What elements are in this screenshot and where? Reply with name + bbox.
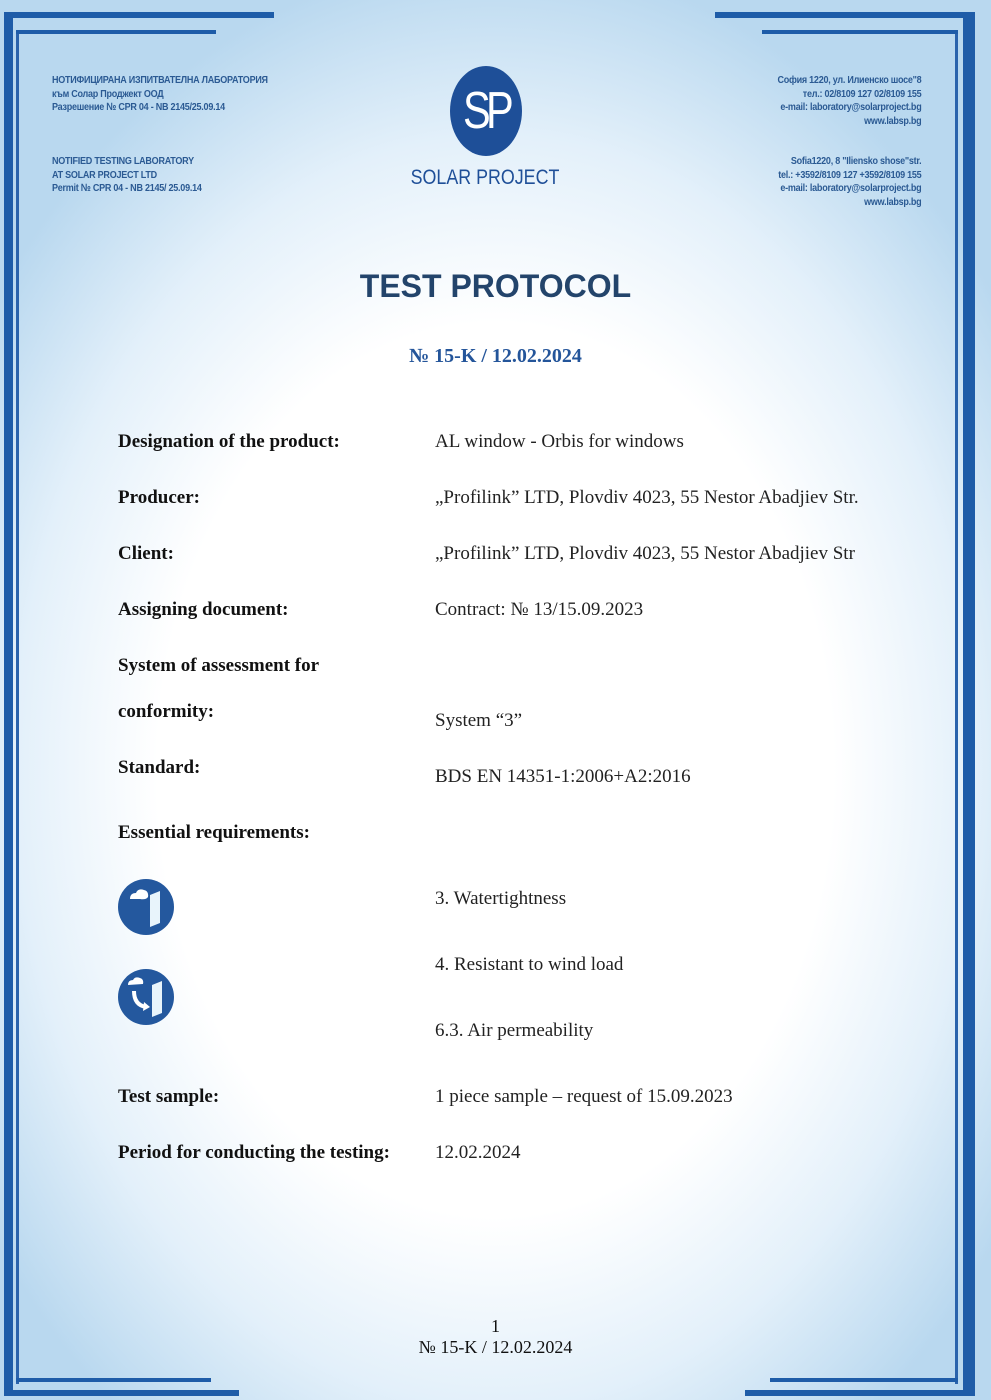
header-line: e-mail: laboratory@solarproject.bg	[779, 182, 921, 194]
header-line: NOTIFIED TESTING LABORATORY	[52, 155, 194, 167]
period-label: Period for conducting the testing:	[118, 1142, 390, 1163]
system-value: System “3”	[435, 710, 523, 731]
protocol-number: № 15-K / 12.02.2024	[409, 345, 582, 367]
border-top-left-inner	[16, 30, 216, 34]
header-line: tel.: +3592/8109 127 +3592/8109 155	[777, 168, 921, 181]
header-line: София 1220, ул. Илиенско шосе"8	[776, 74, 921, 86]
header-right-bg	[777, 74, 921, 128]
border-bottom-right-inner	[770, 1378, 958, 1382]
header-line: www.labsp.bg	[863, 195, 921, 208]
header-left-bg	[52, 74, 268, 115]
system-label: System of assessment for	[118, 655, 320, 676]
document-title: TEST PROTOCOL	[359, 268, 632, 304]
wind-load-icon	[118, 969, 174, 1025]
header-line: AT SOLAR PROJECT LTD	[52, 168, 157, 181]
header-line: към Солар Проджект ООД	[52, 87, 164, 100]
solar-project-logo: SP	[450, 66, 522, 156]
assigning-label: Assigning document:	[118, 599, 289, 620]
standard-value: BDS EN 14351-1:2006+A2:2016	[435, 766, 691, 787]
header-line: НОТИФИЦИРАНА ИЗПИТВАТЕЛНА ЛАБОРАТОРИЯ	[52, 74, 268, 86]
border-top-left	[4, 12, 274, 18]
header-line: e-mail: laboratory@solarproject.bg	[779, 101, 921, 113]
header-line: тел.: 02/8109 127 02/8109 155	[802, 87, 921, 100]
client-label: Client:	[118, 543, 174, 564]
header-line: www.labsp.bg	[863, 114, 921, 127]
system-label-cont: conformity:	[118, 701, 215, 722]
watertightness-icon	[118, 879, 174, 935]
designation-value: AL window - Orbis for windows	[435, 431, 684, 452]
border-top-right-inner	[762, 30, 958, 34]
essential-label: Essential requirements:	[118, 822, 310, 843]
requirement-watertightness: 3. Watertightness	[435, 888, 567, 909]
page-number: 1	[491, 1316, 500, 1336]
footer-protocol-number: № 15-K / 12.02.2024	[418, 1337, 573, 1357]
border-bottom-left	[4, 1390, 239, 1396]
producer-label: Producer:	[118, 487, 200, 508]
test-sample-label: Test sample:	[118, 1086, 220, 1107]
header-left-en	[52, 155, 202, 196]
requirement-wind-load: 4. Resistant to wind load	[435, 954, 624, 975]
assigning-value: Contract: № 13/15.09.2023	[435, 599, 644, 620]
header-line: Permit № CPR 04 - NB 2145/ 25.09.14	[52, 182, 202, 194]
brand-name: SOLAR PROJECT	[410, 166, 560, 189]
designation-label: Designation of the product:	[118, 431, 340, 452]
client-value: „Profilink” LTD, Plovdiv 4023, 55 Nestor Abadjiev Str	[435, 543, 855, 564]
period-value: 12.02.2024	[435, 1142, 521, 1163]
producer-value: „Profilink” LTD, Plovdiv 4023, 55 Nestor Abadjiev Str.	[435, 487, 859, 508]
header-line: Разрешение № CPR 04 - NB 2145/25.09.14	[52, 101, 225, 113]
header-right-en	[778, 155, 921, 209]
border-top-right	[715, 12, 975, 18]
header-line: Sofia1220, 8 "Iliensko shose"str.	[790, 155, 921, 167]
requirement-air-permeability: 6.3. Air permeability	[435, 1020, 594, 1041]
test-sample-value: 1 piece sample – request of 15.09.2023	[435, 1086, 733, 1107]
border-bottom-left-inner	[16, 1378, 211, 1382]
border-bottom-right	[745, 1390, 975, 1396]
standard-label: Standard:	[118, 757, 201, 778]
